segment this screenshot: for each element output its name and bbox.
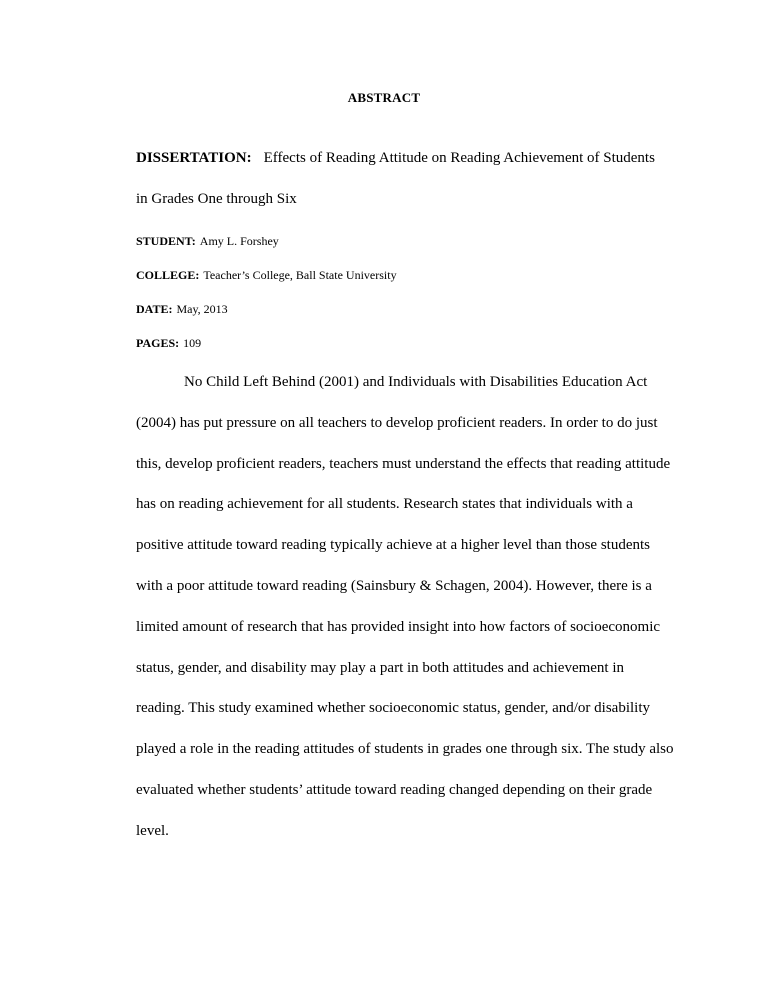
dissertation-title-part1: Effects of Reading Attitude on Reading Achievement of Students: [263, 150, 655, 166]
abstract-line: evaluated whether students’ attitude toward reading changed depending on their grade: [136, 781, 653, 798]
abstract-line: has on reading achievement for all students. Research states that individuals with a: [136, 496, 633, 513]
college-value: Teacher’s College, Ball State University: [203, 268, 397, 282]
pages-field: [136, 336, 201, 351]
pages-label: PAGES:: [136, 336, 180, 350]
date-label: DATE:: [136, 302, 173, 316]
abstract-line: level.: [136, 822, 169, 839]
page-heading: ABSTRACT: [347, 90, 421, 105]
abstract-body: [136, 362, 696, 852]
college-label: COLLEGE:: [136, 268, 200, 282]
student-field: [136, 234, 279, 249]
dissertation-label: DISSERTATION:: [136, 150, 252, 166]
college-field: [136, 268, 397, 283]
pages-value: 109: [183, 336, 202, 350]
date-field: [136, 302, 228, 317]
abstract-line: reading. This study examined whether socioeconomic status, gender, and/or disability: [136, 700, 650, 717]
abstract-line: No Child Left Behind (2001) and Individuals with Disabilities Education Act: [184, 374, 648, 390]
date-value: May, 2013: [176, 302, 228, 316]
abstract-line: with a poor attitude toward reading (Sainsbury & Schagen, 2004). However, there is a: [136, 577, 652, 594]
student-label: STUDENT:: [136, 234, 196, 248]
abstract-line: positive attitude toward reading typically achieve at a higher level than those students: [136, 537, 651, 554]
dissertation-title-line: [136, 150, 655, 167]
dissertation-title-part2: in Grades One through Six: [136, 191, 297, 207]
abstract-line: (2004) has put pressure on all teachers to develop proficient readers. In order to do just: [136, 414, 658, 431]
abstract-line: status, gender, and disability may play a part in both attitudes and achievement in: [136, 659, 625, 676]
abstract-line: played a role in the reading attitudes of students in grades one through six. The study also: [136, 741, 674, 758]
abstract-line: limited amount of research that has provided insight into how factors of socioeconomic: [136, 618, 661, 635]
student-value: Amy L. Forshey: [199, 234, 279, 248]
abstract-line: this, develop proficient readers, teachers must understand the effects that reading attitude: [136, 455, 671, 472]
